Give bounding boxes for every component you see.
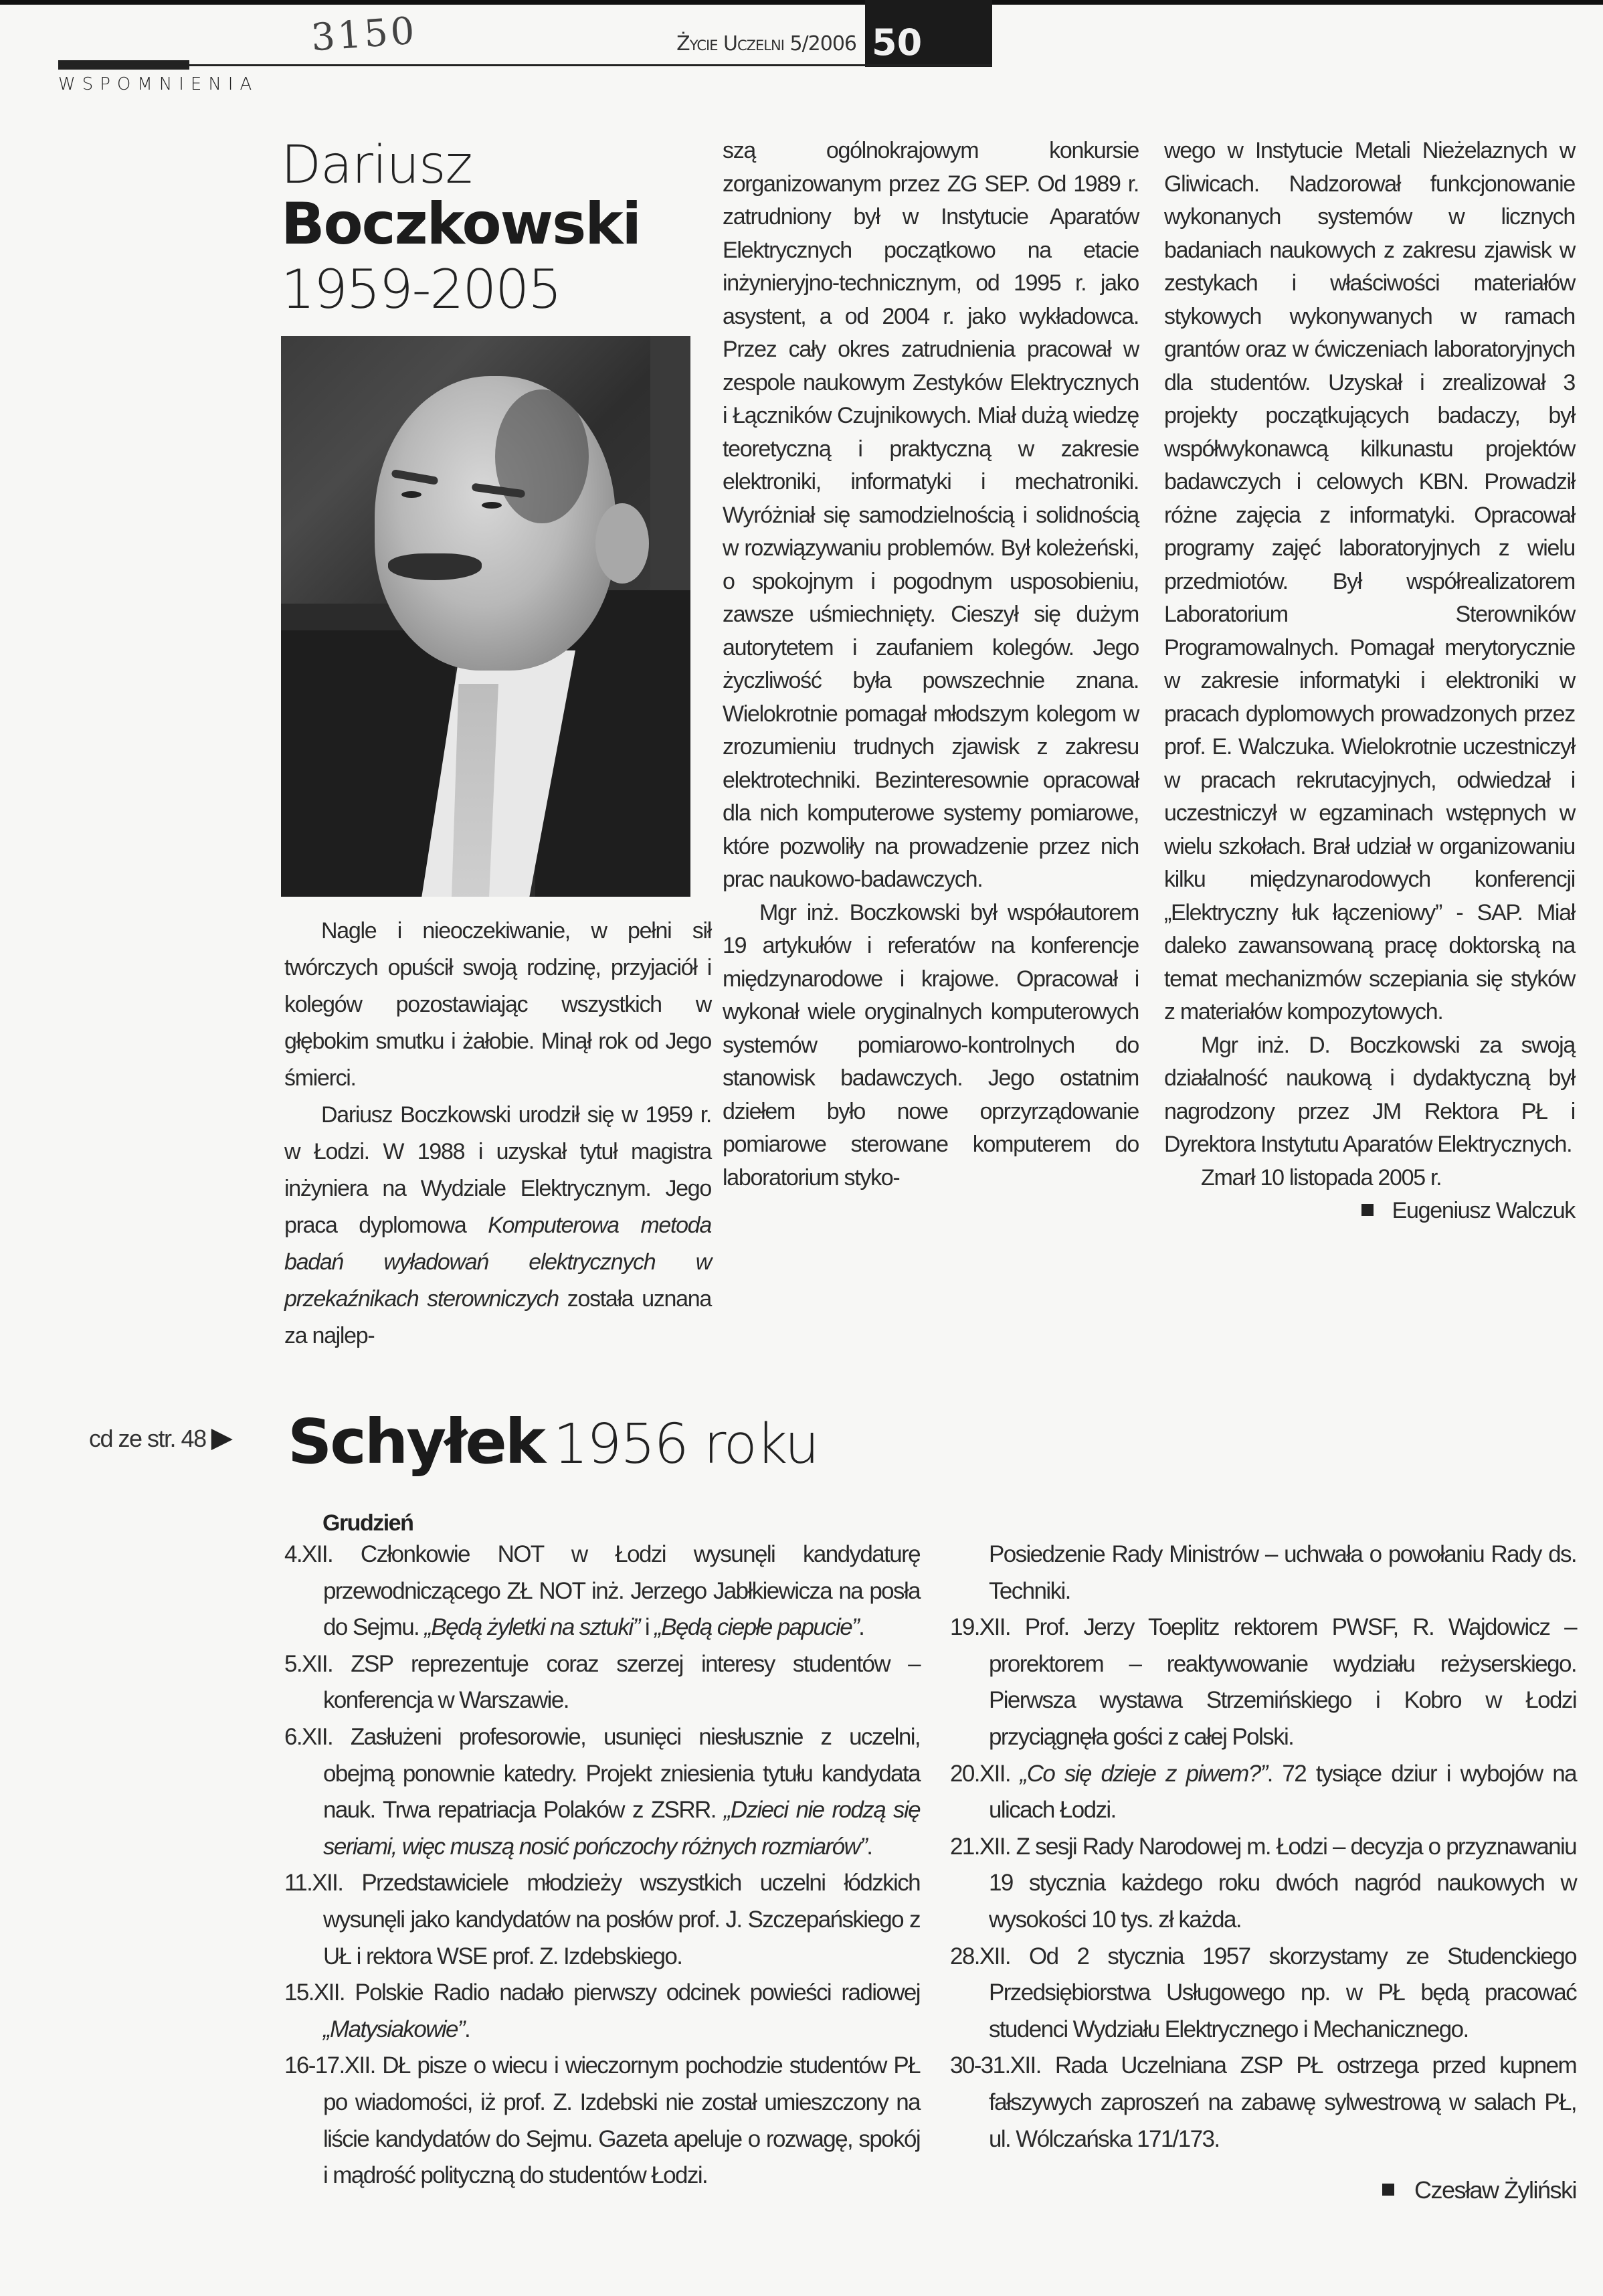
chronicle-quote: „Co się dzieje z piwem?”: [1020, 1760, 1267, 1787]
top-border: [0, 0, 1603, 5]
chronicle-entry: [284, 1719, 920, 1865]
chronicle-text: .: [866, 1833, 872, 1860]
obituary-first-name: Dariusz: [281, 135, 472, 195]
chronicle-text: Członkowie NOT w Łodzi wysunęli kandydaturę przewodniczącego ZŁ NOT inż. Jerzego Jabłkiewicza na posła do Sejmu.: [323, 1541, 920, 1641]
chronicle-date: 15.XII.: [284, 1979, 355, 2006]
obituary-column-left: [284, 913, 711, 1354]
chronicle-entry: [284, 1865, 920, 1975]
chronicle-text: Rada Uczelniana ZSP PŁ ostrzega przed kupnem fałszywych zaproszeń na zabawę sylwestrową w salach PŁ, ul. Wólczańska 171/173.: [989, 2052, 1576, 2152]
chronicle-quote: „Będą ciepłe papucie”: [654, 1614, 859, 1641]
portrait-photo: [281, 336, 690, 897]
chronicle-entry: [284, 2048, 920, 2194]
photo-background-right: [650, 336, 690, 617]
chronicle-text: .: [858, 1614, 864, 1641]
photo-hair: [495, 389, 589, 523]
chronicle-date: 5.XII.: [284, 1650, 351, 1677]
chronicle-text: DŁ pisze o wiecu i wieczornym pochodzie studentów PŁ po wiadomości, iż prof. Z. Izdebski nie został umieszczony na liście kandydatów do Sejmu. Gazeta apeluje o rozwagę, spokój i mądrość polityczną do studentów Łodzi.: [323, 2052, 920, 2189]
chronicle-entry: [284, 1975, 920, 2048]
square-bullet-icon: [1361, 1204, 1374, 1216]
chronicle-entry: [284, 1646, 920, 1719]
obituary-paragraph: Nagle i nieoczekiwanie, w pełni sił twórczych opuścił swoją rodzinę, przyjaciół i kolegów pozostawiając wszystkich w głębokim smutku i żałobie. Minął rok od Jego śmierci.: [284, 918, 711, 1091]
photo-ear: [595, 503, 649, 584]
obituary-paragraph: szą ogólnokrajowym konkursie zorganizowanym przez ZG SEP. Od 1989 r. zatrudniony był w Instytucie Aparatów Elektrycznych początkowo na etacie inżynieryjno-technicznym, od 1995 r. jako asystent, a od 2004 r. jako wykładowca. Przez cały okres zatrudnienia pracował w zespole naukowym Zestyków Elektrycznych i Łączników Czujnikowych. Miał dużą wiedzę teoretyczną i praktyczną w zakresie elektroniki, informatyki i mechatroniki. Wyróżniał się samodzielnością i solidnością w rozwiązywaniu problemów. Był koleżeński, o spokojnym i pogodnym usposobieniu, zawsze uśmiechnięty. Cieszył się dużym autorytetem i zaufaniem kolegów. Jego życzliwość była powszechnie znana. Wielokrotnie pomagał młodszym kolegom w zrozumieniu trudnych zjawisk z zakresu elektrotechniki. Bezinteresownie opracował dla nich komputerowe systemy pomiarowe, które pozwoliły na prowadzenie przez nich prac naukowo-badawczych.: [723, 138, 1139, 892]
chronicle-entry: [950, 1756, 1576, 1829]
chronicle-entry: [950, 2048, 1576, 2157]
chronicle-entries-right: [950, 1609, 1576, 2157]
chronicle-quote: „Dzieci nie rodzą się seriami, więc muszą nosić pończochy różnych rozmiarów”: [323, 1797, 920, 1860]
triangle-right-icon: ▶: [211, 1421, 232, 1453]
obituary-text: została uznana za najlep-: [284, 1286, 711, 1348]
chronicle-text: Polskie Radio nadało pierwszy odcinek powieści radiowej: [355, 1979, 920, 2006]
chronicle-text: . 72 tysiące dziur i wybojów na ulicach Łodzi.: [989, 1760, 1576, 1824]
chronicle-entry: [950, 1609, 1576, 1755]
chronicle-text: Zasłużeni profesorowie, usunięci niesłusznie z uczelni, obejmą ponownie katedry. Projekt zniesienia tytułu kandydata nauk. Trwa repatriacja Polaków z ZSRR.: [323, 1723, 921, 1824]
chronicle-text: Prof. Jerzy Toeplitz rektorem PWSF, R. Wajdowicz – prorektorem – reaktywowanie wydziału reżyserskiego. Pierwsza wystawa Strzemińskiego i Kobro w Łodzi przyciągnęła gości z całej Polski.: [989, 1614, 1576, 1750]
chronicle-date: 16-17.XII.: [284, 2052, 383, 2079]
obituary-last-name: Boczkowski: [281, 191, 640, 258]
chronicle-entry: [284, 1536, 920, 1646]
chronicle-column-right: [950, 1536, 1576, 2157]
photo-eye-right: [482, 502, 502, 509]
chronicle-month: Grudzień: [322, 1510, 413, 1536]
square-bullet-icon: [1382, 2184, 1394, 2196]
chronicle-date: 11.XII.: [284, 1870, 362, 1896]
page-number: 50: [872, 21, 923, 64]
chronicle-date: 4.XII.: [284, 1541, 361, 1567]
chronicle-text: Od 2 stycznia 1957 skorzystamy ze Studenckiego Przedsiębiorstwa Usługowego np. w PŁ będą pracować studenci Wydziału Elektrycznego i Mechanicznego.: [989, 1943, 1576, 2042]
continued-from-label: cd ze str. 48: [89, 1425, 206, 1452]
chronicle-title-light: 1956 roku: [553, 1413, 818, 1476]
chronicle-continuation: Posiedzenie Rady Ministrów – uchwała o powołaniu Rady ds. Techniki.: [989, 1541, 1576, 1604]
obituary-column-right: [1164, 135, 1575, 1228]
obituary-paragraph: [284, 1097, 711, 1354]
continued-from: [89, 1417, 231, 1459]
chronicle-entry: [950, 1939, 1576, 2048]
chronicle-date: 19.XII.: [950, 1614, 1025, 1641]
photo-eye-left: [401, 491, 421, 498]
obituary-years: 1959-2005: [281, 258, 561, 321]
chronicle-column-left: [284, 1536, 920, 2194]
journal-title: Życie Uczelni 5/2006: [676, 32, 856, 56]
chronicle-author: Czesław Żyliński: [1414, 2176, 1576, 2204]
obituary-death-date: Zmarł 10 listopada 2005 r.: [1201, 1164, 1442, 1190]
section-label: WSPOMNIENIA: [58, 74, 259, 94]
chronicle-date: 20.XII.: [950, 1760, 1020, 1787]
header-rule: [58, 64, 992, 66]
obituary-signature: [1164, 1195, 1575, 1228]
chronicle-text: i: [639, 1614, 655, 1641]
obituary-paragraph: Mgr inż. Boczkowski był współautorem 19 artykułów i referatów na konferencje międzynarodowe i krajowe. Opracował i wykonał wiele oryginalnych komputerowych systemów pomiarowo-kontrolnych do stanowisk badawczych. Jego ostatnim dziełem było nowe oprzyrządowanie pomiarowe sterowane komputerem do laboratorium styko-: [723, 899, 1139, 1190]
obituary-author: Eugeniusz Walczuk: [1392, 1198, 1575, 1223]
chronicle-text: .: [464, 2016, 470, 2042]
chronicle-text: ZSP reprezentuje coraz szerzej interesy studentów – konferencja w Warszawie.: [323, 1650, 920, 1714]
chronicle-date: 6.XII.: [284, 1723, 351, 1750]
chronicle-title-bold: Schyłek: [288, 1406, 544, 1478]
header-rule-accent: [58, 60, 189, 70]
photo-mustache: [388, 553, 482, 580]
handwritten-note: 3150: [309, 9, 419, 60]
obituary-paragraph: wego w Instytucie Metali Nieżelaznych w Gliwicach. Nadzorował funkcjonowanie wykonanych systemów w licznych badaniach naukowych z zakresu zjawisk w zestykach i właściwości materiałów stykowych wykonywanych w ramach grantów oraz w ćwiczeniach laboratoryjnych dla studentów. Uzyskał i zrealizował 3 projekty początkujących badaczy, był współwykonawcą kilkunastu projektów badawczych i celowych KBN. Prowadził różne zajęcia z informatyki. Opracował programy zajęć laboratoryjnych z wielu przedmiotów. Był współrealizatorem Laboratorium Sterowników Programowalnych. Pomagał merytorycznie w zakresie informatyki i elektroniki w pracach dyplomowych prowadzonych przez prof. E. Walczuka. Wielokrotnie uczestniczył w pracach rekrutacyjnych, odwiedzał i uczestniczył w egzaminach wstępnych w wielu szkołach. Brał udział w organizowaniu kilku międzynarodowych konferencji „Elektryczny łuk łączeniowy” - SAP. Miał daleko zawansowaną pracę doktorską na temat mechanizmów sczepiania się styków z materiałów kompozytowych.: [1164, 138, 1575, 1025]
chronicle-entry: [950, 1829, 1576, 1939]
obituary-paragraph: Mgr inż. D. Boczkowski za swoją działalność naukową i dydaktyczną był nagrodzony przez JM Rektora PŁ i Dyrektora Instytutu Aparatów Elektrycznych.: [1164, 1032, 1575, 1157]
obituary-text: Dariusz Boczkowski urodził się w 1959 r. w Łodzi. W 1988 i uzyskał tytuł magistra inżyniera na Wydziale Elektrycznym. Jego praca dyplomowa: [284, 1102, 711, 1238]
chronicle-text: Z sesji Rady Narodowej m. Łodzi – decyzja o przyznawaniu 19 stycznia każdego roku dwóch nagród naukowych w wysokości 10 tys. zł każda.: [989, 1833, 1576, 1933]
chronicle-title: [288, 1405, 818, 1497]
chronicle-date: 21.XII.: [950, 1833, 1016, 1860]
chronicle-date: 28.XII.: [950, 1943, 1029, 1969]
thesis-title: Komputerowa metoda badań wyładowań elektrycznych w przekaźnikach sterowniczych: [284, 1213, 711, 1312]
chronicle-text: Przedstawiciele młodzieży wszystkich uczelni łódzkich wysunęli jako kandydatów na posłów prof. J. Szczepańskiego z UŁ i rektora WSE prof. Z. Izdebskiego.: [323, 1870, 921, 1969]
chronicle-signature: [950, 2174, 1576, 2207]
chronicle-date: 30-31.XII.: [950, 2052, 1055, 2079]
chronicle-quote: „Matysiakowie”: [323, 2016, 464, 2042]
chronicle-quote: „Będą żyletki na sztuki”: [424, 1614, 640, 1641]
obituary-column-middle: [723, 135, 1139, 1195]
